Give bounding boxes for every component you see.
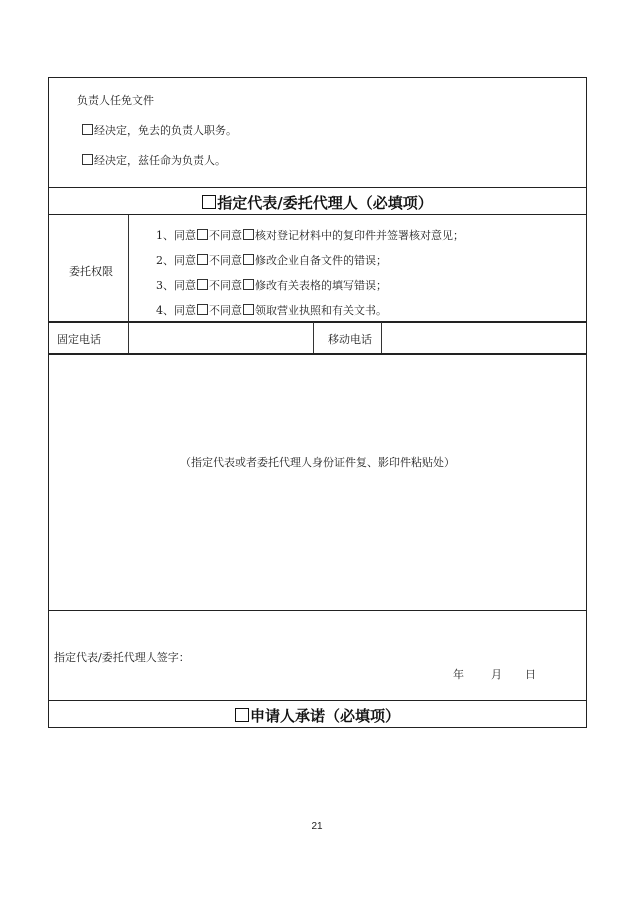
disagree-checkbox[interactable] <box>243 279 254 290</box>
checkbox-icon[interactable] <box>82 154 93 165</box>
agree-checkbox[interactable] <box>197 229 208 240</box>
checkbox-icon[interactable] <box>202 195 216 209</box>
commitment-header <box>48 700 587 728</box>
phone-row <box>48 321 587 355</box>
disagree-checkbox[interactable] <box>243 229 254 240</box>
disagree-checkbox[interactable] <box>243 254 254 265</box>
appointment-title: 负责人任免文件 <box>77 94 154 107</box>
agree-checkbox[interactable] <box>197 304 208 315</box>
representative-header-checkbox-label[interactable]: 指定代表/委托代理人（必填项） <box>49 192 586 213</box>
checkbox-icon[interactable] <box>82 124 93 135</box>
landline-label: 固定电话 <box>57 333 101 346</box>
signature-label: 指定代表/委托代理人签字： <box>54 651 190 664</box>
landline-field[interactable] <box>130 322 312 353</box>
authority-item: 2、同意 不同意 修改企业自备文件的错误； <box>156 254 387 267</box>
signature-section <box>48 610 587 701</box>
representative-header <box>48 187 587 215</box>
agree-checkbox[interactable] <box>197 279 208 290</box>
appointment-section <box>48 77 587 188</box>
id-paste-note: （指定代表或者委托代理人身份证件复、影印件粘贴处） <box>180 456 455 469</box>
appoint-option[interactable]: 经决定，兹任命为负责人。 <box>81 152 226 168</box>
date-year: 年 <box>453 668 464 681</box>
authority-label: 委托权限 <box>69 265 113 278</box>
mobile-field[interactable] <box>383 322 583 353</box>
mobile-label: 移动电话 <box>328 333 372 346</box>
date-day: 日 <box>525 668 536 681</box>
authority-item: 4、同意 不同意 领取营业执照和有关文书。 <box>156 304 387 317</box>
date-month: 月 <box>491 668 502 681</box>
dismiss-option[interactable]: 经决定，免去的负责人职务。 <box>81 122 237 138</box>
checkbox-icon[interactable] <box>235 708 249 722</box>
commitment-header-checkbox-label[interactable]: 申请人承诺（必填项） <box>49 705 586 726</box>
authority-item: 1、同意 不同意 核对登记材料中的复印件并签署核对意见； <box>156 229 464 242</box>
authority-item: 3、同意 不同意 修改有关表格的填写错误； <box>156 279 387 292</box>
agree-checkbox[interactable] <box>197 254 208 265</box>
disagree-checkbox[interactable] <box>243 304 254 315</box>
authority-row <box>48 214 587 323</box>
page-number: 21 <box>311 821 323 832</box>
id-paste-area <box>48 353 587 611</box>
